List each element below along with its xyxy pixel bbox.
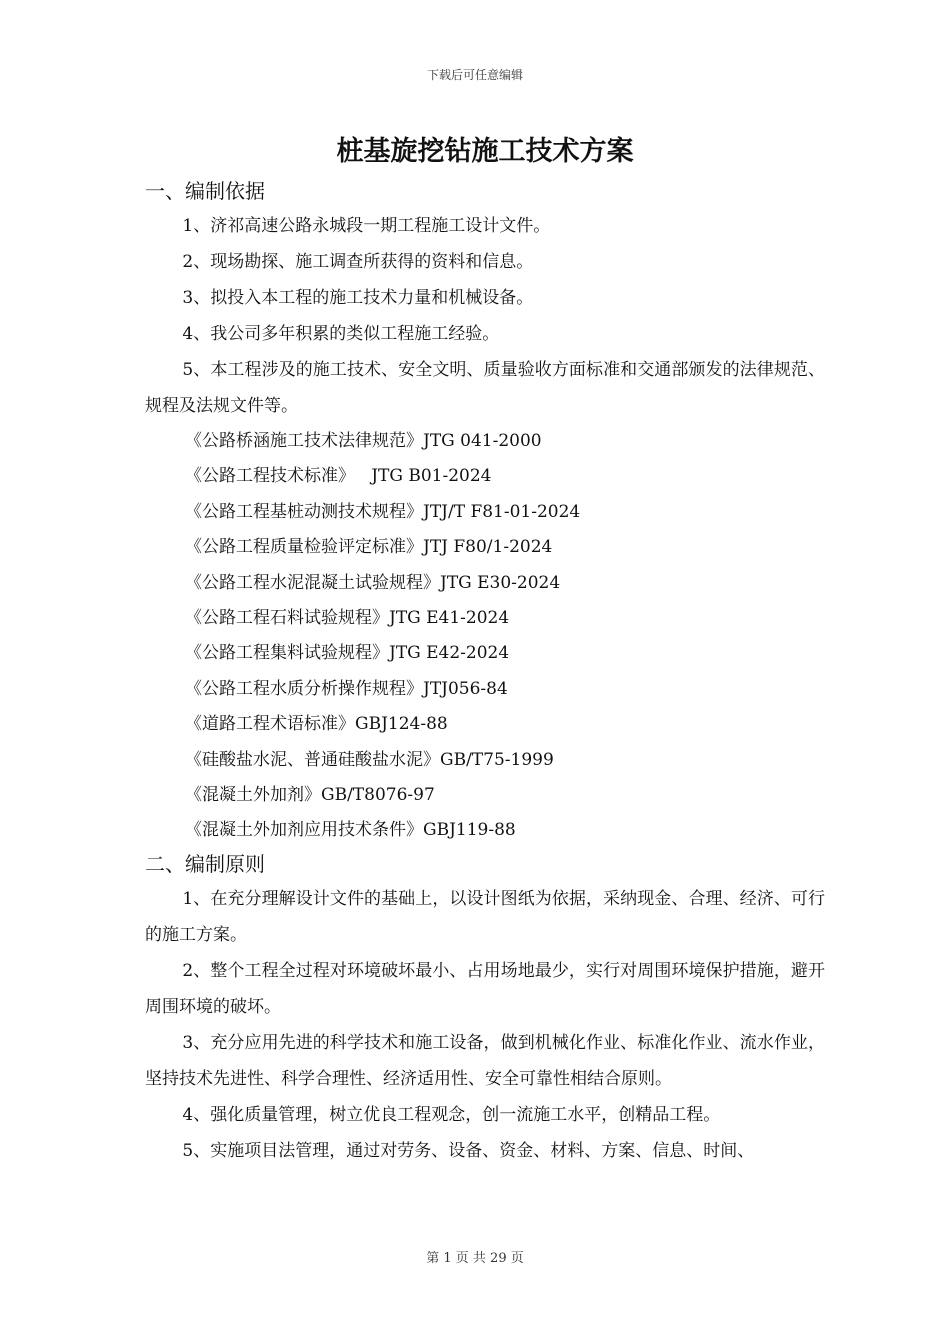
basis-item: 1、济祁高速公路永城段一期工程施工设计文件。 [182, 216, 551, 236]
page-header: 下载后可任意编辑 [426, 68, 523, 82]
principle-item: 3、充分应用先进的科学技术和施工设备，做到机械化作业、标准化作业、流水作业，坚持技术先进性、科学合理性、经济适用性、安全可靠性相结合原则。 [145, 1032, 825, 1089]
page-number: 第 1 页 共 29 页 [426, 1251, 524, 1266]
standard-reference: 《公路工程水泥混凝土试验规程》JTG E30-2024 [185, 572, 561, 593]
basis-item: 4、我公司多年积累的类似工程施工经验。 [182, 324, 500, 344]
section-heading-principles: 二、编制原则 [145, 851, 265, 876]
principle-item: 2、整个工程全过程对环境破坏最小、占用场地最少，实行对周围环境保护措施，避开周围环境的破坏。 [145, 960, 825, 1017]
standard-reference: 《硅酸盐水泥、普通硅酸盐水泥》GB/T75-1999 [185, 749, 554, 770]
standard-reference: 《公路工程石料试验规程》JTG E41-2024 [185, 608, 510, 629]
basis-item: 2、现场勘探、施工调查所获得的资料和信息。 [182, 252, 534, 272]
basis-item: 5、本工程涉及的施工技术、安全文明、质量验收方面标准和交通部颁发的法律规范、规程及法规文件等。 [145, 360, 825, 416]
principle-item: 5、实施项目法管理，通过对劳务、设备、资金、材料、方案、信息、时间、 [182, 1140, 755, 1161]
principle-item: 4、强化质量管理，树立优良工程观念，创一流施工水平，创精品工程。 [182, 1104, 721, 1125]
section-heading-basis: 一、编制依据 [145, 179, 265, 203]
principle-item: 1、在充分理解设计文件的基础上，以设计图纸为依据，采纳现金、合理、经济、可行的施工方案。 [145, 888, 825, 945]
standard-reference: 《混凝土外加剂应用技术条件》GBJ119-88 [185, 820, 516, 841]
document-title: 桩基旋挖钻施工技术方案 [336, 136, 634, 167]
document-body [145, 130, 825, 1169]
standard-reference: 《公路桥涵施工技术法律规范》JTG 041-2000 [185, 431, 542, 451]
standard-reference: 《公路工程基桩动测技术规程》JTJ/T F81-01-2024 [185, 501, 581, 522]
standard-reference: 《公路工程质量检验评定标准》JTJ F80/1-2024 [185, 537, 553, 558]
standard-reference: 《混凝土外加剂》GB/T8076-97 [185, 785, 435, 806]
standard-reference: 《公路工程技术标准》 JTG B01-2024 [185, 466, 492, 487]
standard-reference: 《公路工程集料试验规程》JTG E42-2024 [185, 643, 510, 664]
basis-item: 3、拟投入本工程的施工技术力量和机械设备。 [182, 288, 534, 308]
standard-reference: 《道路工程术语标准》GBJ124-88 [185, 714, 448, 735]
standard-reference: 《公路工程水质分析操作规程》JTJ056-84 [185, 678, 508, 699]
